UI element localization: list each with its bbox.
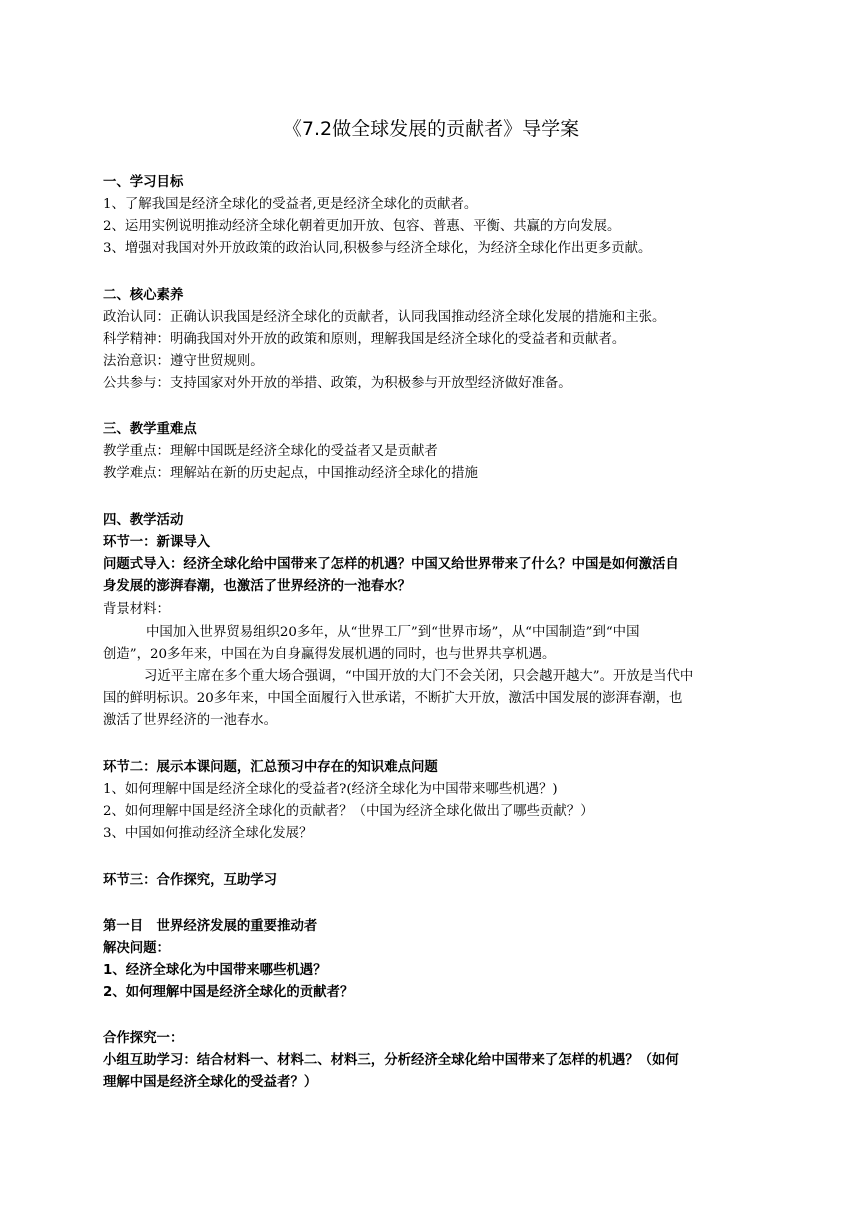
question-item: 2、如何理解中国是经济全球化的贡献者？（中国为经济全球化做出了哪些贡献？） <box>103 804 594 819</box>
section-heading-objectives: 一、学习目标 <box>103 175 184 190</box>
background-paragraph-line: 中国加入世界贸易组织20多年，从“世界工厂”到“世界市场”，从“中国制造”到“中国 <box>146 625 640 640</box>
background-label: 背景材料： <box>103 602 170 617</box>
background-paragraph-line: 习近平主席在多个重大场合强调，“中国开放的大门不会关闭，只会越开越大”。开放是当代中 <box>144 669 694 684</box>
stage-one-heading: 环节一：新课导入 <box>103 535 211 550</box>
solve-questions-label: 解决问题： <box>103 941 170 956</box>
background-paragraph-line: 国的鲜明标识。20多年来，中国全面履行入世承诺，不断扩大开放，激活中国发展的澎湃春潮，也 <box>103 691 683 706</box>
literacy-item: 政治认同：正确认识我国是经济全球化的贡献者，认同我国推动经济全球化发展的措施和主张。 <box>103 310 666 325</box>
objective-item: 2、运用实例说明推动经济全球化朝着更加开放、包容、普惠、平衡、共赢的方向发展。 <box>103 219 621 234</box>
background-paragraph-line: 创造”，20多年来，中国在为自身赢得发展机遇的同时，也与世界共享机遇。 <box>103 647 556 662</box>
unit-one-heading: 第一目 世界经济发展的重要推动者 <box>103 919 318 934</box>
key-point-item: 教学重点：理解中国既是经济全球化的受益者又是贡献者 <box>103 444 438 459</box>
key-point-item: 教学难点：理解站在新的历史起点，中国推动经济全球化的措施 <box>103 466 478 481</box>
intro-question-line: 身发展的澎湃春潮，也激活了世界经济的一池春水？ <box>103 579 411 594</box>
solve-question-item: 2、如何理解中国是经济全球化的贡献者？ <box>103 985 354 1000</box>
solve-question-item: 1、经济全球化为中国带来哪些机遇？ <box>103 963 327 978</box>
cooperation-task-line: 小组互助学习：结合材料一、材料二、材料三，分析经济全球化给中国带来了怎样的机遇？（如何 <box>103 1053 679 1068</box>
question-item: 1、如何理解中国是经济全球化的受益者?(经济全球化为中国带来哪些机遇？) <box>103 782 558 797</box>
stage-two-heading: 环节二：展示本课问题，汇总预习中存在的知识难点问题 <box>103 760 438 775</box>
cooperation-task-line: 理解中国是经济全球化的受益者？） <box>103 1075 318 1090</box>
document-title: 《7.2做全球发展的贡献者》导学案 <box>282 118 580 140</box>
background-paragraph-line: 激活了世界经济的一池春水。 <box>103 713 278 728</box>
section-heading-core-literacy: 二、核心素养 <box>103 288 184 303</box>
literacy-item: 科学精神：明确我国对外开放的政策和原则，理解我国是经济全球化的受益者和贡献者。 <box>103 332 626 347</box>
section-heading-key-points: 三、教学重难点 <box>103 422 197 437</box>
intro-question-line: 问题式导入：经济全球化给中国带来了怎样的机遇？中国又给世界带来了什么？中国是如何激活自 <box>103 557 679 572</box>
objective-item: 3、增强对我国对外开放政策的政治认同,积极参与经济全球化，为经济全球化作出更多贡献。 <box>103 241 652 256</box>
literacy-item: 公共参与：支持国家对外开放的举措、政策，为积极参与开放型经济做好准备。 <box>103 376 572 391</box>
objective-item: 1、了解我国是经济全球化的受益者,更是经济全球化的贡献者。 <box>103 197 478 212</box>
question-item: 3、中国如何推动经济全球化发展？ <box>103 826 313 841</box>
stage-three-heading: 环节三：合作探究，互助学习 <box>103 873 278 888</box>
literacy-item: 法治意识：遵守世贸规则。 <box>103 354 264 369</box>
cooperation-label: 合作探究一： <box>103 1031 184 1046</box>
section-heading-activities: 四、教学活动 <box>103 513 184 528</box>
